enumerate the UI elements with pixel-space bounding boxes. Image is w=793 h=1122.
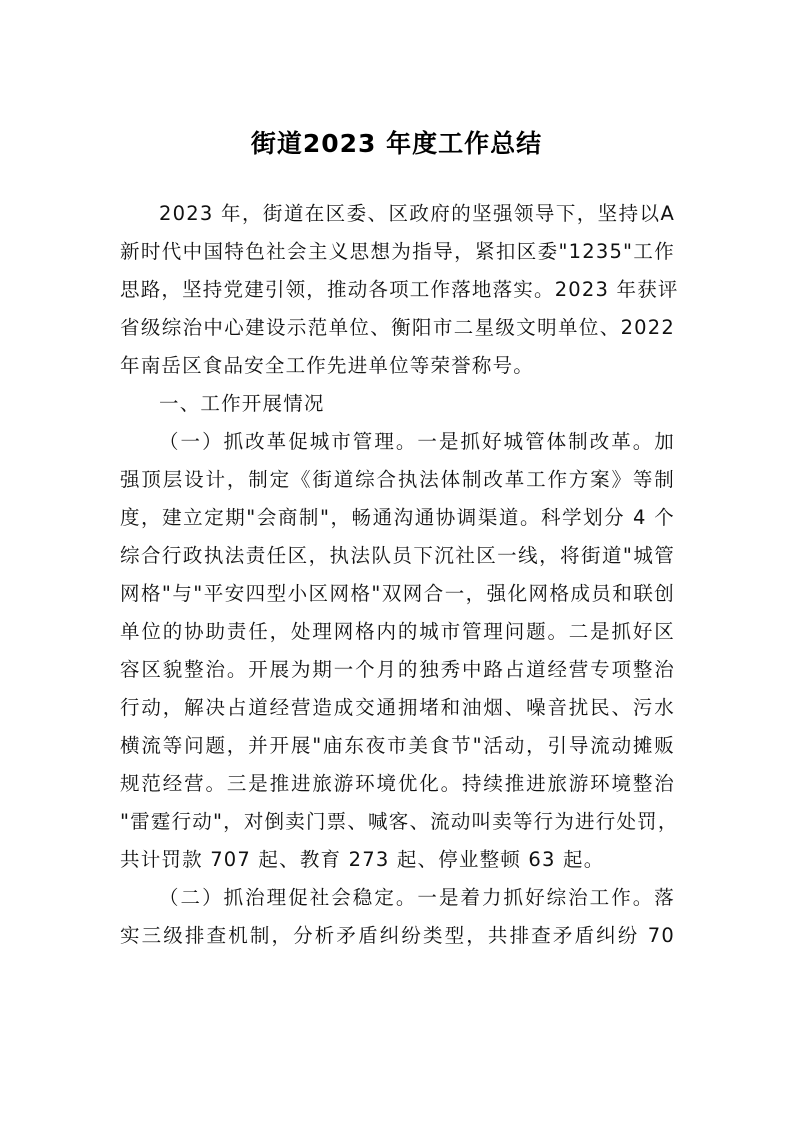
paragraph-line: 综合行政执法责任区，执法队员下沉社区一线，将街道"城管 bbox=[120, 544, 675, 567]
section-heading: 一、工作开展情况 bbox=[159, 392, 325, 415]
paragraph-line: 2023 年，街道在区委、区政府的坚强领导下，坚持以A bbox=[159, 202, 675, 225]
paragraph-line: 强顶层设计，制定《街道综合执法体制改革工作方案》等制 bbox=[120, 468, 675, 491]
paragraph-line: 实三级排查机制，分析矛盾纠纷类型，共排查矛盾纠纷 70 bbox=[120, 924, 675, 947]
paragraph-line: 横流等问题，并开展"庙东夜市美食节"活动，引导流动摊贩 bbox=[120, 734, 675, 757]
paragraph-line: 省级综治中心建设示范单位、衡阳市二星级文明单位、2022 bbox=[120, 316, 675, 339]
document-title: 街道2023 年度工作总结 bbox=[250, 129, 543, 158]
paragraph-line: 规范经营。三是推进旅游环境优化。持续推进旅游环境整治 bbox=[120, 772, 675, 795]
paragraph-line: 共计罚款 707 起、教育 273 起、停业整顿 63 起。 bbox=[120, 848, 605, 871]
paragraph-line: 容区貌整治。开展为期一个月的独秀中路占道经营专项整治 bbox=[120, 658, 675, 681]
paragraph-line: 行动，解决占道经营造成交通拥堵和油烟、噪音扰民、污水 bbox=[120, 696, 675, 719]
paragraph-line: 思路，坚持党建引领，推动各项工作落地落实。2023 年获评 bbox=[120, 278, 679, 301]
paragraph-line: 年南岳区食品安全工作先进单位等荣誉称号。 bbox=[120, 354, 535, 377]
paragraph-line: "雷霆行动"，对倒卖门票、喊客、流动叫卖等行为进行处罚， bbox=[120, 810, 679, 833]
paragraph-line: 单位的协助责任，处理网格内的城市管理问题。二是抓好区 bbox=[120, 620, 675, 643]
paragraph-line: 网格"与"平安四型小区网格"双网合一，强化网格成员和联创 bbox=[120, 582, 675, 605]
paragraph-line: 度，建立定期"会商制"，畅通沟通协调渠道。科学划分 4 个 bbox=[120, 506, 675, 529]
document-body bbox=[120, 195, 679, 955]
paragraph-line: 新时代中国特色社会主义思想为指导，紧扣区委"1235"工作 bbox=[120, 240, 675, 263]
paragraph-line: （二）抓治理促社会稳定。一是着力抓好综治工作。落 bbox=[159, 886, 675, 909]
paragraph-line: （一）抓改革促城市管理。一是抓好城管体制改革。加 bbox=[159, 430, 675, 453]
